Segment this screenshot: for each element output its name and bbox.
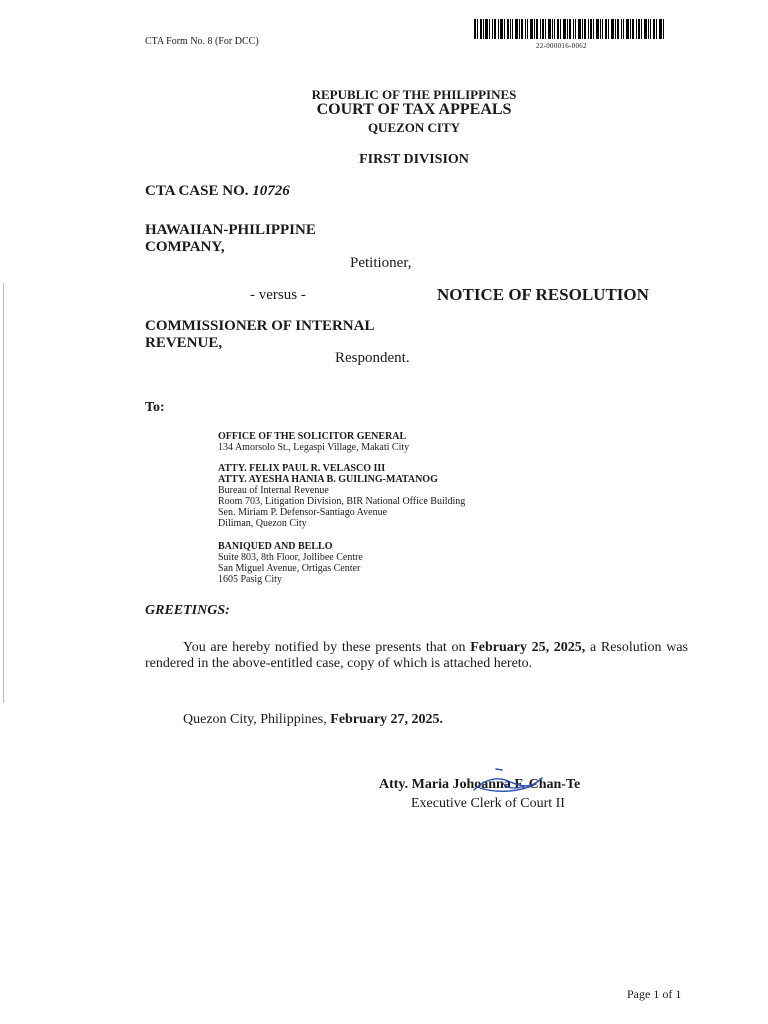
dateline-place: Quezon City, Philippines, (183, 712, 331, 727)
court-heading: COURT OF TAX APPEALS (316, 101, 512, 118)
respondent-name (145, 318, 374, 352)
city-heading: QUEZON CITY (367, 120, 461, 135)
addressee-name: BANIQUED AND BELLO (218, 541, 333, 552)
addressee-name: ATTY. FELIX PAUL R. VELASCO III (218, 463, 386, 474)
addressee-block (218, 431, 409, 453)
respondent-line: REVENUE, (145, 335, 223, 351)
greeting: GREETINGS: (145, 603, 230, 618)
addressee-block (218, 541, 363, 585)
document-title: NOTICE OF RESOLUTION (437, 285, 649, 304)
addressee-address-line: 1605 Pasig City (218, 574, 282, 585)
petitioner-role: Petitioner, (350, 255, 412, 271)
to-label: To: (145, 400, 165, 415)
petitioner-line: HAWAIIAN-PHILIPPINE (145, 222, 316, 238)
addressee-address-line: Diliman, Quezon City (218, 518, 307, 529)
petitioner-line: COMPANY, (145, 239, 225, 255)
republic-heading: REPUBLIC OF THE PHILIPPINES (311, 87, 517, 102)
dateline (183, 712, 443, 728)
addressee-address-line: Sen. Miriam P. Defensor-Santiago Avenue (218, 507, 388, 518)
division-heading: FIRST DIVISION (359, 152, 469, 167)
addressee-address-line: San Miguel Avenue, Ortigas Center (218, 563, 361, 574)
barcode-image (474, 19, 664, 39)
versus-text: - versus - (250, 287, 306, 303)
case-number-value: 10726 (252, 183, 290, 199)
signatory-name: Atty. Maria Johoanna F. Chan-Te (379, 777, 581, 792)
addressee-name: OFFICE OF THE SOLICITOR GENERAL (218, 431, 407, 442)
resolution-date: February 25, 2025, (470, 640, 586, 655)
page-number: Page 1 of 1 (627, 987, 682, 1001)
addressee-address-line: Bureau of Internal Revenue (218, 485, 329, 496)
form-number: CTA Form No. 8 (For DCC) (145, 36, 259, 47)
signatory-title: Executive Clerk of Court II (411, 796, 565, 811)
case-number-label: CTA CASE NO. (145, 183, 249, 199)
body-text-part: You are hereby notified by these presents that on (183, 640, 471, 655)
addressee-address-line: 134 Amorsolo St., Legaspi Village, Makati City (218, 442, 410, 453)
respondent-role: Respondent. (335, 350, 410, 366)
petitioner-name (145, 222, 316, 256)
barcode-number: 22-000016-0062 (536, 42, 587, 50)
dateline-date: February 27, 2025. (330, 712, 444, 727)
signature-mark (472, 766, 550, 798)
body-text-part: a Resolution was rendered in the above-entitled case, copy of which is attached hereto. (145, 640, 689, 671)
case-number (145, 183, 290, 200)
respondent-line: COMMISSIONER OF INTERNAL (145, 318, 375, 334)
addressee-address-line: Room 703, Litigation Division, BIR National Office Building (218, 496, 466, 507)
scan-margin-line (3, 283, 4, 703)
addressee-name: ATTY. AYESHA HANIA B. GUILING-MATANOG (218, 474, 438, 485)
addressee-block (218, 463, 465, 529)
notice-body (145, 640, 688, 672)
addressee-address-line: Suite 803, 8th Floor, Jollibee Centre (218, 552, 363, 563)
